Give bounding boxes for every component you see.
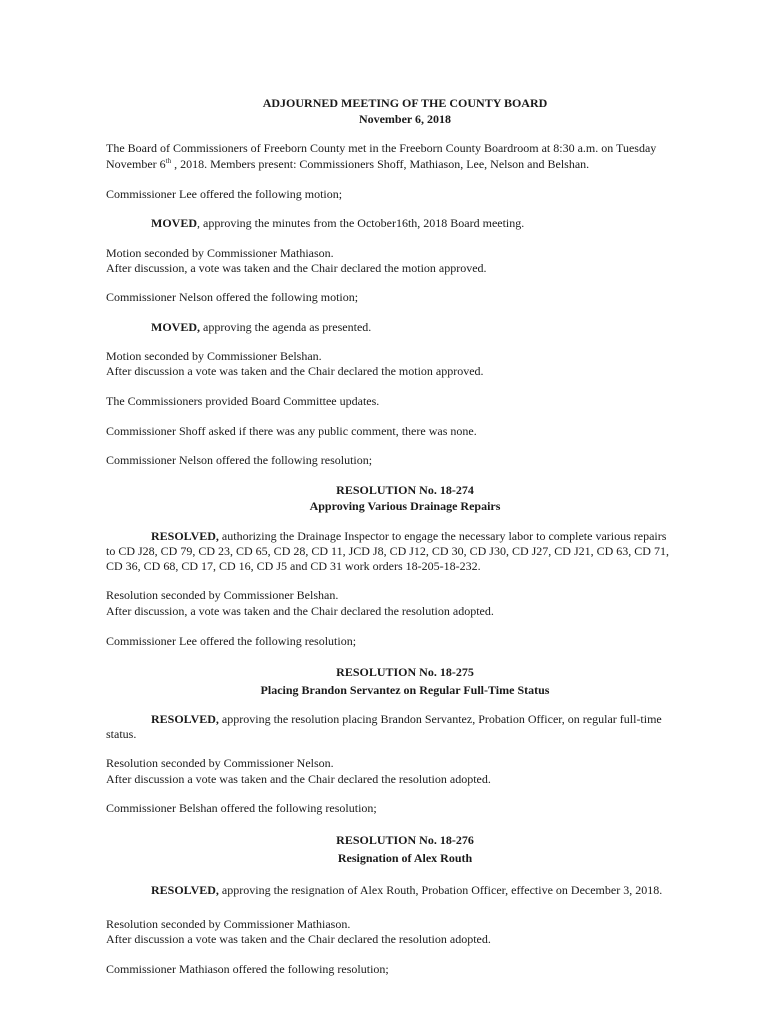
resolution-275-line1 bbox=[151, 712, 662, 727]
resolution-275-number: RESOLUTION No. 18-275 bbox=[336, 665, 474, 679]
resolution-274-text: authorizing the Drainage Inspector to engage the necessary labor to complete various repairs bbox=[218, 529, 667, 543]
resolution-275-title: Placing Brandon Servantez on Regular Full-Time Status bbox=[260, 683, 550, 697]
committee-updates: The Commissioners provided Board Committee updates. bbox=[106, 394, 380, 408]
moved-agenda-text: approving the agenda as presented. bbox=[200, 320, 372, 334]
moved-minutes bbox=[151, 216, 524, 231]
resolution-274-line1 bbox=[151, 529, 666, 544]
document-title: ADJOURNED MEETING OF THE COUNTY BOARD bbox=[262, 96, 548, 110]
resolution-274-title: Approving Various Drainage Repairs bbox=[309, 499, 501, 513]
resolved-keyword: RESOLVED, bbox=[151, 883, 219, 897]
motion-vote-1: After discussion, a vote was taken and the Chair declared the motion approved. bbox=[106, 261, 487, 275]
resolved-keyword: RESOLVED, bbox=[151, 712, 219, 726]
moved-minutes-text: , approving the minutes from the October16th, 2018 Board meeting. bbox=[197, 216, 525, 230]
resolution-274-second: Resolution seconded by Commissioner Belshan. bbox=[106, 588, 339, 602]
resolution-276-number: RESOLUTION No. 18-276 bbox=[336, 833, 474, 847]
resolution-276-second: Resolution seconded by Commissioner Mathiason. bbox=[106, 917, 351, 931]
intro-paragraph-line1: The Board of Commissioners of Freeborn County met in the Freeborn County Boardroom at 8:30 a.m. on Tuesday bbox=[106, 141, 657, 155]
ordinal-suffix: th bbox=[165, 157, 172, 165]
resolution-274-line3: CD 36, CD 68, CD 17, CD 16, CD J5 and CD 31 work orders 18-205-18-232. bbox=[106, 559, 481, 573]
motion-second-mathiason: Motion seconded by Commissioner Mathiason. bbox=[106, 246, 334, 260]
resolution-offer-mathiason: Commissioner Mathiason offered the following resolution; bbox=[106, 962, 389, 976]
resolution-276-title: Resignation of Alex Routh bbox=[337, 851, 473, 865]
motion-offer-lee: Commissioner Lee offered the following motion; bbox=[106, 187, 343, 201]
intro-paragraph-line2 bbox=[106, 157, 589, 172]
public-comment: Commissioner Shoff asked if there was any public comment, there was none. bbox=[106, 424, 477, 438]
intro-date-text: November 6 bbox=[106, 157, 166, 171]
resolution-276-vote: After discussion a vote was taken and the Chair declared the resolution adopted. bbox=[106, 932, 491, 946]
moved-agenda bbox=[151, 320, 371, 335]
motion-vote-2: After discussion a vote was taken and the Chair declared the motion approved. bbox=[106, 364, 484, 378]
motion-offer-nelson: Commissioner Nelson offered the following motion; bbox=[106, 290, 359, 304]
resolution-276-line1 bbox=[151, 883, 662, 898]
resolution-offer-nelson: Commissioner Nelson offered the following resolution; bbox=[106, 453, 373, 467]
resolution-offer-belshan: Commissioner Belshan offered the following resolution; bbox=[106, 801, 377, 815]
resolution-274-number: RESOLUTION No. 18-274 bbox=[336, 483, 474, 497]
resolution-275-line2: status. bbox=[106, 727, 137, 741]
motion-second-belshan: Motion seconded by Commissioner Belshan. bbox=[106, 349, 322, 363]
resolution-274-vote: After discussion, a vote was taken and the Chair declared the resolution adopted. bbox=[106, 604, 494, 618]
resolution-offer-lee: Commissioner Lee offered the following resolution; bbox=[106, 634, 357, 648]
resolution-275-second: Resolution seconded by Commissioner Nelson. bbox=[106, 756, 334, 770]
resolution-276-text: approving the resignation of Alex Routh, Probation Officer, effective on December 3, 2018. bbox=[218, 883, 663, 897]
resolved-keyword: RESOLVED, bbox=[151, 529, 219, 543]
resolution-274-line2: to CD J28, CD 79, CD 23, CD 65, CD 28, CD 11, JCD J8, CD J12, CD 30, CD J30, CD J27, CD J21, CD 63, CD 71, bbox=[106, 544, 669, 558]
moved-keyword: MOVED bbox=[151, 216, 197, 230]
meeting-date: November 6, 2018 bbox=[358, 112, 452, 126]
moved-keyword: MOVED, bbox=[151, 320, 200, 334]
resolution-275-text: approving the resolution placing Brandon Servantez, Probation Officer, on regular full-time bbox=[218, 712, 662, 726]
members-present-text: , 2018. Members present: Commissioners Shoff, Mathiason, Lee, Nelson and Belshan. bbox=[171, 157, 590, 171]
resolution-275-vote: After discussion a vote was taken and the Chair declared the resolution adopted. bbox=[106, 772, 491, 786]
